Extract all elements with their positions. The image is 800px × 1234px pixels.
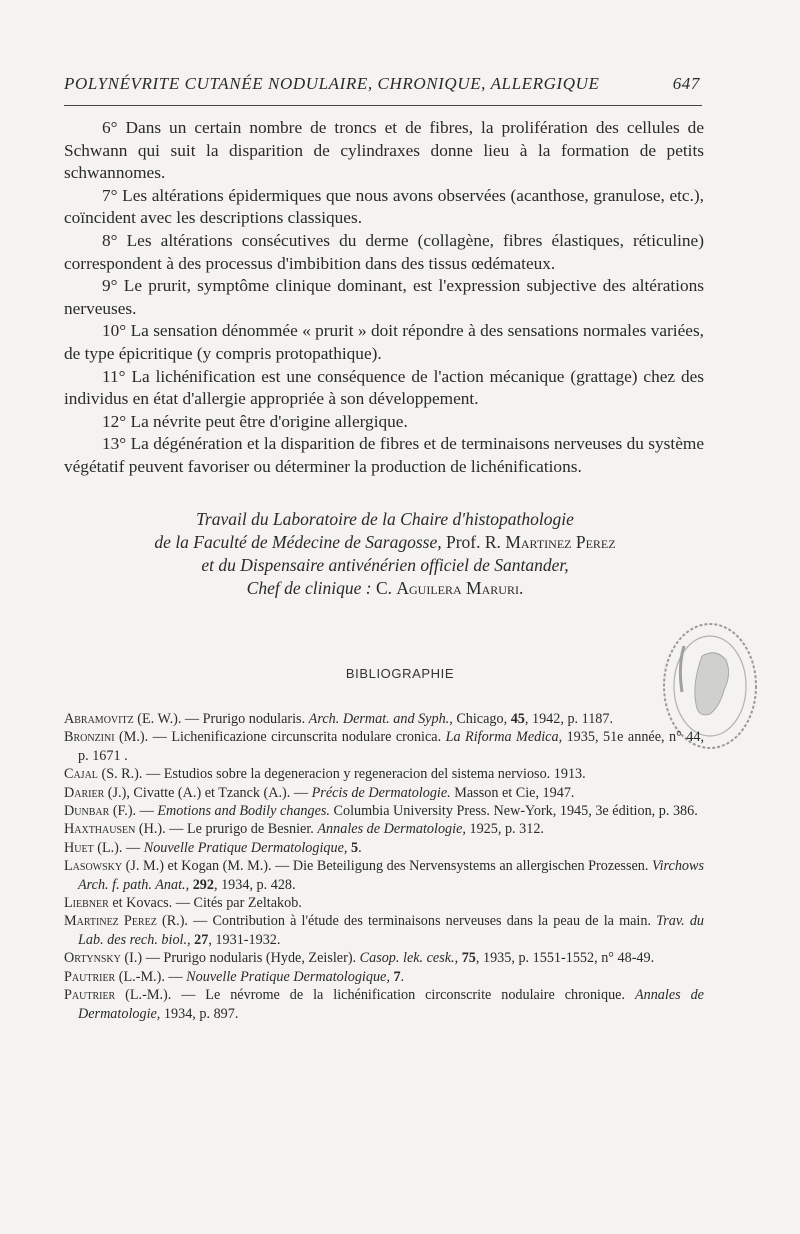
entry-text: Columbia University Press. New-York, 1945, 3e édition, p. 386. (329, 803, 698, 820)
entry-author: Dunbar (64, 803, 110, 820)
conclusion-paragraph: 11° La lichénification est une conséquence de l'action mécanique (grattage) chez des individus en état d'allergie appropriée à son développement. (64, 366, 704, 409)
entry-journal: Arch. Dermat. and Syph. (308, 711, 450, 727)
conclusion-paragraph: 10° La sensation dénommée « prurit » doit répondre à des sensations normales variées, de type épicritique (y compris protopathique). (64, 321, 704, 363)
credits-prof-name: Martinez Perez (505, 532, 616, 552)
conclusion-paragraph: 6° Dans un certain nombre de troncs et de fibres, la prolifération des cellules de Schwann qui suit la disparition de cylindraxes donne lieu à la formation de petits schwannomes. (64, 118, 704, 183)
credits-chef: Chef de clinique : (246, 578, 372, 598)
entry-text: (R.). — Contribution à l'étude des terminaisons nerveuses dans la peau de la main. (156, 913, 657, 930)
entry-text: (L.-M.). — (115, 968, 187, 985)
entry-journal: Nouvelle Pratique Dermatologique, (186, 968, 390, 985)
entry-author: Haxthausen (64, 821, 136, 838)
entry-text: (F.). — (109, 803, 158, 820)
entry-journal: Précis de Dermatologie. (311, 784, 451, 801)
entry-author: Pautrier (64, 968, 116, 985)
credits-dispensary: et du Dispensaire antivénérien officiel de Santander, (201, 555, 569, 575)
entry-journal: Trav. du Lab. des rech. biol., (78, 913, 705, 948)
bibliography-entry (64, 784, 704, 802)
entry-author: Bronzini (64, 729, 115, 746)
entry-journal: La Riforma Medica (445, 729, 559, 746)
entry-volume: 27 (194, 931, 209, 948)
running-head (64, 74, 700, 94)
entry-text: . (400, 968, 405, 985)
entry-journal: Virchows Arch. f. path. Anat., (78, 858, 704, 893)
credits-line-1 (80, 508, 690, 531)
bibliography-entry (64, 949, 704, 967)
bibliography-entry (64, 820, 704, 838)
entry-text: Masson et Cie, 1947. (450, 784, 575, 801)
bibliography-title: BIBLIOGRAPHIE (345, 666, 455, 681)
entry-text: et Kovacs. — Cités par Zeltakob. (108, 895, 302, 912)
entry-text: (I.) — Prurigo nodularis (Hyde, Zeisler). (120, 950, 360, 967)
bibliography-entry (64, 986, 704, 1023)
conclusion-paragraph: 8° Les altérations consécutives du derme (collagène, fibres élastiques, réticuline) correspondent à des processus d'imbibition dans des tissus œdémateux. (64, 230, 704, 273)
bibliography-entry (64, 802, 704, 820)
laboratory-credits (80, 508, 690, 600)
credits-chef-initial: C. (371, 578, 397, 598)
entry-text: (L.-M.). — Le névrome de la lichénification circonscrite nodulaire chronique. (115, 987, 635, 1004)
entry-text: (S. R.). — Estudios sobre la degeneracion y regeneracion del sistema nervioso. 1913. (97, 766, 586, 783)
bibliography-entry (64, 839, 704, 857)
entry-text: 1934, p. 897. (160, 1005, 239, 1022)
page-number: 647 (672, 74, 700, 93)
credits-line-3 (80, 554, 690, 577)
entry-text: , 1934, p. 428. (213, 876, 296, 893)
conclusion-paragraph: 12° La névrite peut être d'origine allergique. (102, 411, 408, 431)
header-rule (64, 105, 702, 106)
bibliography-list (64, 710, 704, 1023)
conclusions-text (64, 117, 704, 479)
running-head-title: POLYNÉVRITE CUTANÉE NODULAIRE, CHRONIQUE, ALLERGIQUE (64, 74, 600, 93)
entry-volume: 292 (192, 876, 214, 893)
entry-author: Darier (64, 784, 105, 801)
entry-text: (H.). — Le prurigo de Besnier. (135, 821, 318, 838)
entry-volume: 75 (461, 950, 476, 967)
conclusion-paragraph: 9° Le prurit, symptôme clinique dominant, est l'expression subjective des altérations nerveuses. (64, 276, 704, 318)
entry-text: , 1931-1932. (208, 931, 281, 948)
entry-author: Liebner (64, 895, 109, 912)
entry-text: , 1935, 51e année, n° 44, p. 1671 . (78, 729, 704, 764)
entry-author: Lasowsky (64, 858, 123, 875)
entry-volume: 5 (351, 839, 359, 856)
entry-journal: Annales de Dermatologie, (78, 987, 704, 1022)
entry-text: , 1942, p. 1187. (524, 711, 614, 727)
entry-author: Huet (64, 839, 94, 856)
entry-text: (M.). — Lichenificazione circunscrita nodulare cronica. (114, 729, 446, 746)
entry-author: Ortynsky (64, 950, 121, 967)
entry-journal: Nouvelle Pratique Dermatologique, (143, 839, 348, 856)
bibliography-entry (64, 894, 704, 912)
entry-volume: 45 (510, 711, 525, 727)
bibliography-entry (64, 857, 704, 894)
entry-journal: Annales de Dermatologie, (317, 821, 466, 838)
entry-author: Pautrier (64, 987, 116, 1004)
entry-text: , Chicago, (449, 711, 511, 727)
entry-text: (J. M.) et Kogan (M. M.). — Die Beteiligung des Nervensystems an allergischen Prozessen. (122, 858, 652, 875)
bibliography-entry (64, 912, 704, 949)
bibliography-entry (64, 765, 704, 783)
entry-author: Abramovitz (64, 711, 134, 727)
credits-line-4 (80, 577, 690, 600)
entry-volume: 7 (393, 968, 401, 985)
bibliography-entry (64, 710, 704, 728)
entry-text: (L.). — (93, 839, 144, 856)
credits-chef-name: Aguilera Maruri. (396, 578, 524, 598)
entry-author: Martinez Perez (64, 913, 157, 930)
credits-line-2 (80, 531, 690, 554)
entry-text: 1925, p. 312. (465, 821, 544, 838)
entry-text: , 1935, p. 1551-1552, n° 48-49. (475, 950, 655, 967)
credits-prof: Prof. R. (441, 532, 506, 552)
entry-text: (J.), Civatte (A.) et Tzanck (A.). — (104, 784, 312, 801)
bibliography-entry (64, 728, 704, 765)
entry-text: . (358, 839, 362, 856)
bibliography-entry (64, 968, 704, 986)
conclusion-paragraph: 7° Les altérations épidermiques que nous avons observées (acanthose, granulose, etc.), coïncident avec les descriptions classiques. (64, 185, 704, 228)
entry-journal: Casop. lek. cesk., (359, 950, 459, 967)
credits-lab-name: Travail du Laboratoire de la Chaire d'histopathologie (196, 509, 574, 529)
entry-author: Cajal (64, 766, 98, 783)
entry-journal: Emotions and Bodily changes. (157, 803, 330, 820)
conclusion-paragraph: 13° La dégénération et la disparition de fibres et de terminaisons nerveuses du système végétatif peuvent favoriser ou déterminer la production de lichénifications. (64, 434, 704, 476)
credits-faculty: de la Faculté de Médecine de Saragosse, (154, 532, 442, 552)
entry-text: (E. W.). — Prurigo nodularis. (133, 711, 309, 727)
